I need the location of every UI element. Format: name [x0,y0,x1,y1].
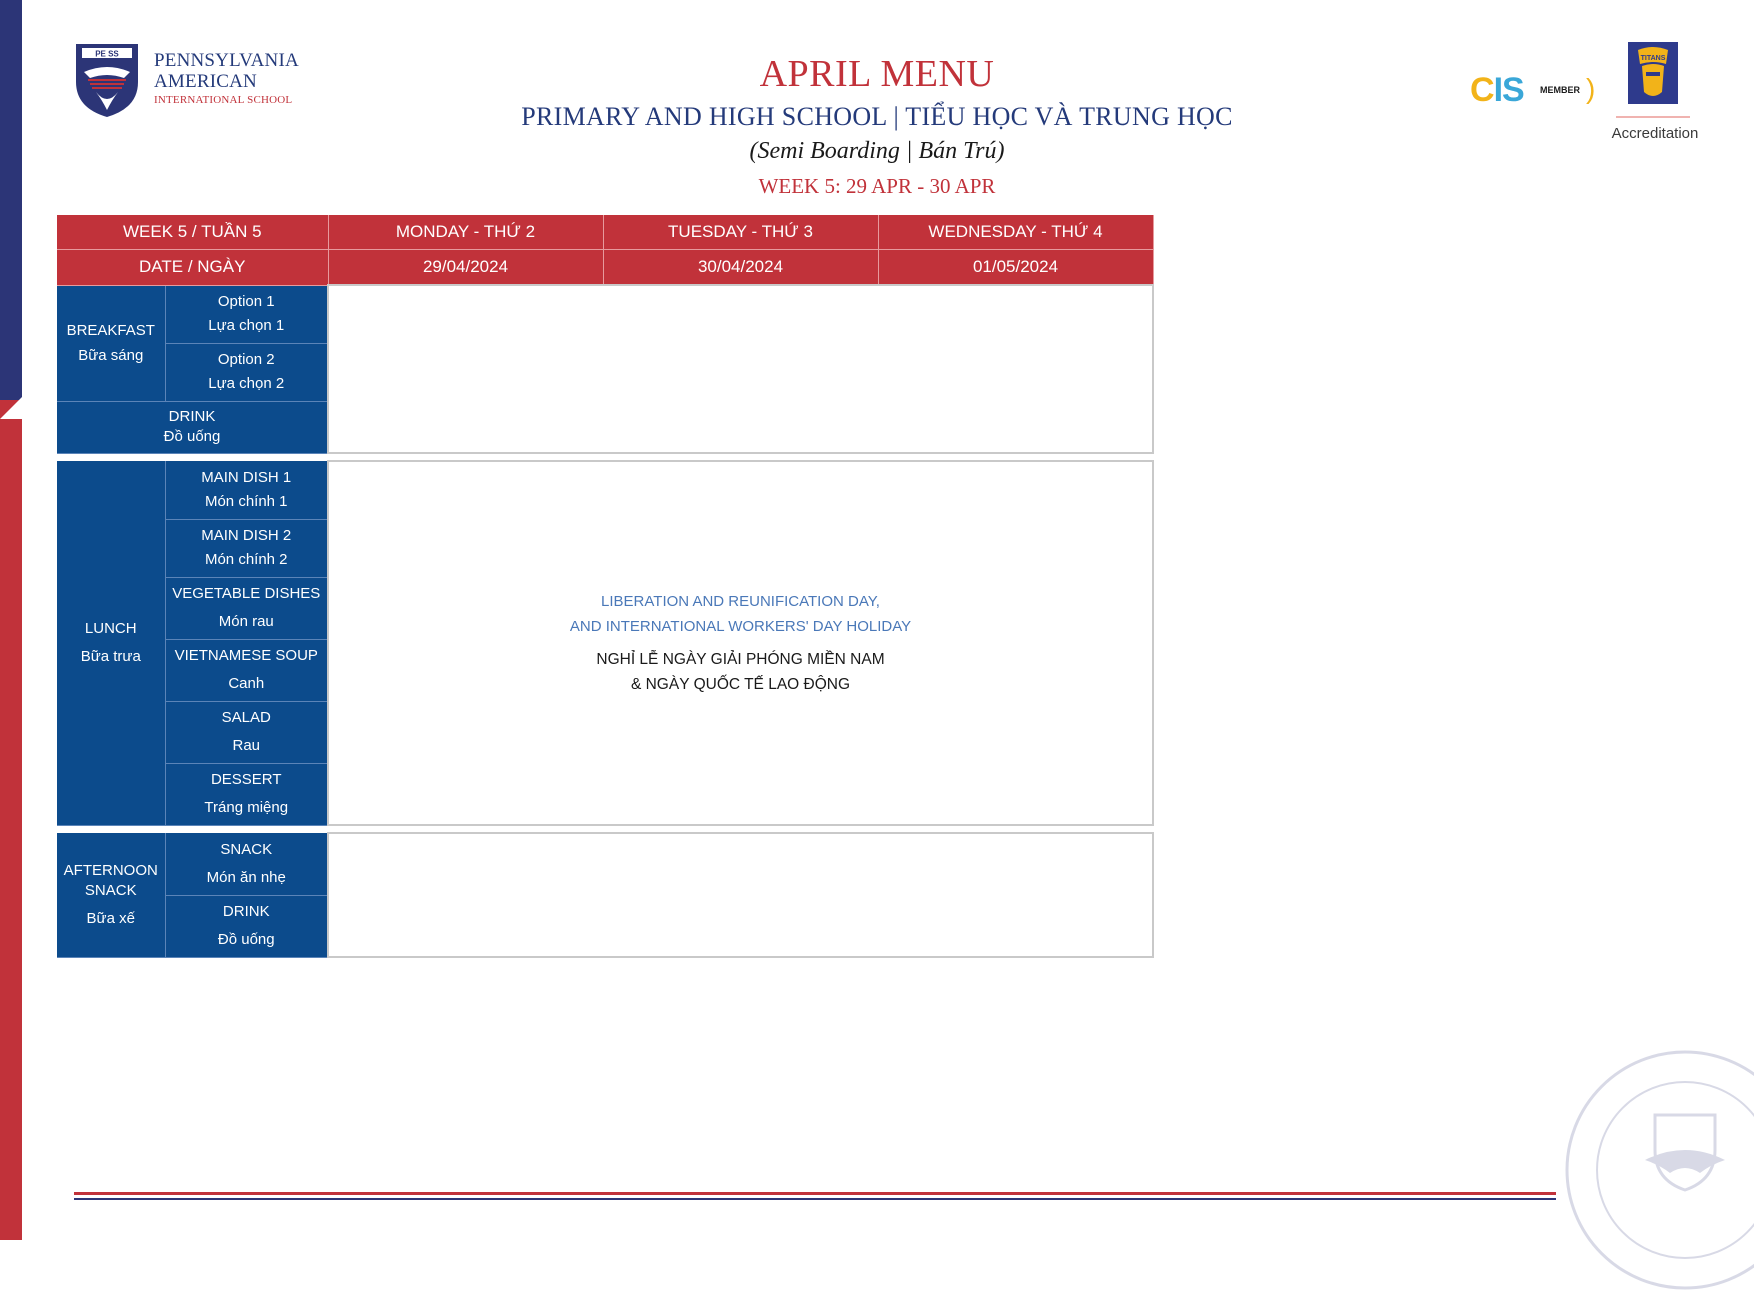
cis-letter-i: I [1493,71,1503,109]
footer-line-blue [74,1198,1556,1200]
lunch-item-dessert [165,763,328,825]
breakfast-drink [57,401,328,453]
option-label-en: Option 1 [217,293,275,310]
snack-label-line2: SNACK [84,881,137,899]
holiday-vi-line1: NGHỈ LỄ NGÀY GIẢI PHÓNG MIỀN NAM [596,651,885,668]
lunch-holiday-notice [328,461,1153,825]
boarding-note: (Semi Boarding | Bán Trú) [749,138,1005,164]
eagle-shield-icon [74,42,140,118]
section-gap [57,453,1153,461]
lunch-item-vi: Món chính 2 [204,551,288,568]
breakfast-content [328,285,1153,453]
lunch-item-vi: Món chính 1 [204,492,288,510]
lunch-item-en: MAIN DISH 1 [201,468,292,486]
lunch-item-en: MAIN DISH 2 [201,527,292,544]
snack-label-vi: Bữa xế [86,909,135,927]
day-header-monday: MONDAY - THỨ 2 [328,215,603,250]
option-label-vi: Lựa chọn 2 [208,375,285,392]
lunch-item-vi: Rau [232,737,261,754]
lunch-item-vi: Tráng miệng [204,799,289,816]
snack-content [328,833,1153,957]
lunch-item-soup [165,639,328,701]
school-name-line3: INTERNATIONAL SCHOOL [154,94,293,106]
titans-accreditation-icon [1628,42,1678,104]
lunch-item-en: VEGETABLE DISHES [172,585,321,602]
titans-text: TITANS [1640,55,1666,62]
holiday-vi-line2: & NGÀY QUỐC TẾ LAO ĐỘNG [630,676,851,693]
snack-item-en: DRINK [222,903,270,920]
breakfast-label-en: BREAKFAST [66,322,155,339]
table-header-row [57,215,1153,250]
breakfast-option-1 [165,285,328,343]
drink-label-en: DRINK [168,408,216,425]
accreditation-underline [1616,116,1690,118]
lunch-item-main-dish-1 [165,461,328,519]
option-label-vi: Lựa chọn 1 [208,317,285,334]
drink-label-vi: Đồ uống [163,428,221,445]
day-header-wednesday: WEDNESDAY - THỨ 4 [878,215,1153,250]
holiday-en-line2: AND INTERNATIONAL WORKERS' DAY HOLIDAY [569,618,912,635]
section-gap [57,825,1153,833]
lunch-label [57,461,165,825]
left-stripe-blue [0,0,22,400]
school-name-line1: PENNSYLVANIA [154,50,299,71]
lunch-label-en: LUNCH [84,619,137,637]
date-row [57,250,1153,286]
snack-item-snack [165,833,328,895]
day-header-tuesday: TUESDAY - THỨ 3 [603,215,878,250]
lunch-item-en: SALAD [221,709,271,726]
snack-item-vi: Món ăn nhẹ [206,868,286,886]
cis-member-text: MEMBER [1540,85,1580,95]
lunch-item-salad [165,701,328,763]
lunch-item-main-dish-2 [165,519,328,577]
option-label-en: Option 2 [217,351,275,368]
lunch-item-vi: Món rau [218,613,274,630]
breakfast-option-2 [165,343,328,401]
cis-member-logo [1470,72,1600,108]
snack-item-vi: Đồ uống [217,931,275,948]
table-row [57,833,1153,895]
table-row [57,461,1153,519]
lunch-item-en: VIETNAMESE SOUP [174,647,318,664]
page-subtitle: PRIMARY AND HIGH SCHOOL | TIỂU HỌC VÀ TRUNG HỌC [521,102,1233,131]
date-wednesday: 01/05/2024 [878,250,1153,286]
table-row [57,285,1153,343]
breakfast-label [57,285,165,401]
cis-letter-c: C [1470,71,1494,109]
date-tuesday: 30/04/2024 [603,250,878,286]
week-range: WEEK 5: 29 APR - 30 APR [758,174,996,198]
accreditation-label: Accreditation [1611,125,1699,142]
lunch-item-vi: Canh [228,675,265,692]
footer-line-red [74,1192,1556,1195]
school-name-line2: AMERICAN [154,71,257,92]
snack-item-en: SNACK [220,840,273,858]
week-label: WEEK 5 / TUẦN 5 [57,215,328,250]
school-logo [74,42,299,122]
breakfast-label-vi: Bữa sáng [78,347,144,364]
left-stripe-red [0,400,22,1240]
left-stripe-notch [0,397,22,419]
lunch-label-vi: Bữa trưa [80,647,141,665]
shield-letters: PE SS [95,49,119,59]
date-monday: 29/04/2024 [328,250,603,286]
snack-label-line1: AFTERNOON [63,861,158,879]
afternoon-snack-label [57,833,165,957]
lunch-item-en: DESSERT [210,771,282,788]
cis-paren: ) [1586,73,1596,104]
date-label: DATE / NGÀY [57,250,328,286]
menu-table [57,215,1154,958]
school-seal-watermark-icon [1560,1045,1754,1295]
snack-item-drink [165,895,328,957]
page-title: APRIL MENU [759,53,995,95]
lunch-item-vegetable [165,577,328,639]
cis-letter-s: S [1502,71,1524,109]
holiday-en-line1: LIBERATION AND REUNIFICATION DAY, [601,593,880,610]
